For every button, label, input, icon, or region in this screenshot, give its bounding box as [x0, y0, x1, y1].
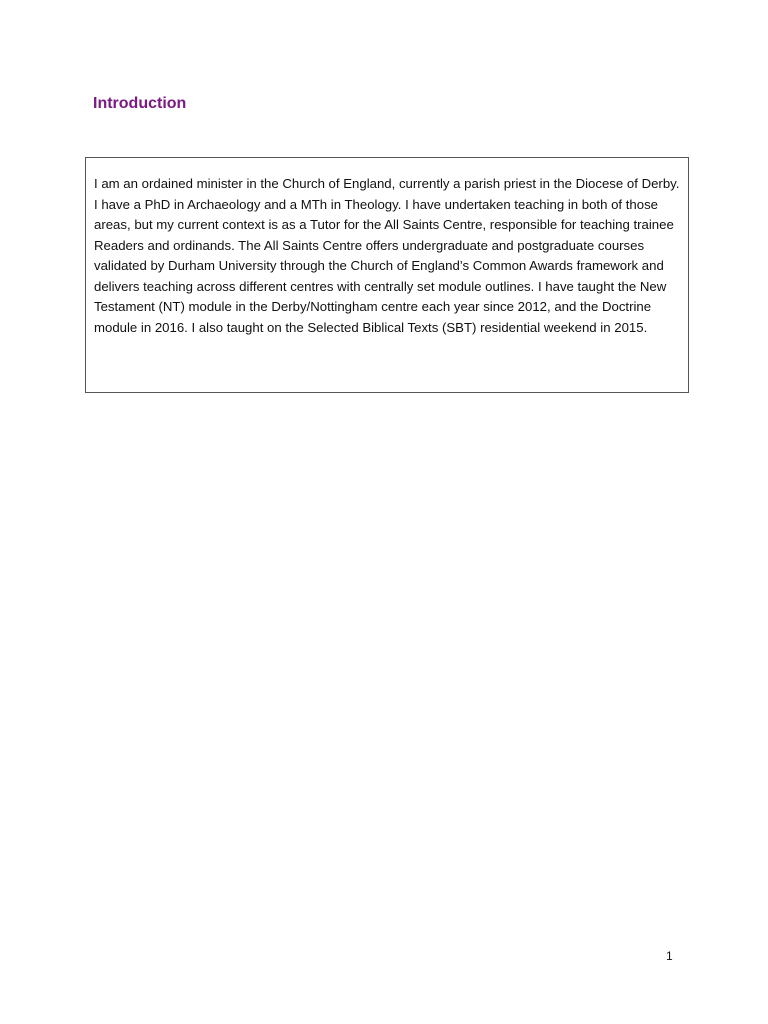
page-number: 1 [666, 949, 673, 963]
introduction-paragraph: I am an ordained minister in the Church of England, currently a parish priest in the Diocese of Derby. I have a PhD in Archaeology and a MTh in Theology. I have undertaken teaching in both of those areas, but my current context is as a Tutor for the All Saints Centre, responsible for teaching trainee Readers and ordinands. The All Saints Centre offers undergraduate and postgraduate courses validated by Durham University through the Church of England’s Common Awards framework and delivers teaching across different centres with centrally set module outlines. I have taught the New Testament (NT) module in the Derby/Nottingham centre each year since 2012, and the Doctrine module in 2016. I also taught on the Selected Biblical Texts (SBT) residential weekend in 2015. [94, 176, 680, 335]
introduction-text-box [85, 157, 689, 393]
section-heading: Introduction [93, 95, 187, 112]
